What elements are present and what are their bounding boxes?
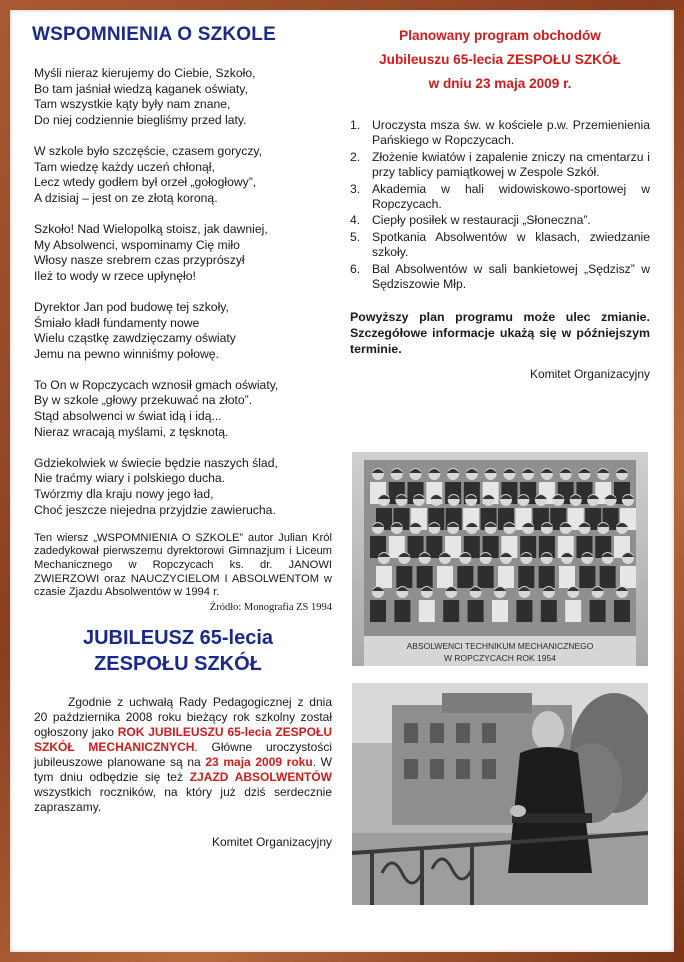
poem [34,66,334,518]
program-item-text: Spotkania Absolwentów w klasach, zwiedzanie szkoły. [372,229,650,260]
poem-line: Śmiało kładł fundamenty nowe [34,315,200,330]
poem-line: By w szkole „głowy przekuwać na złoto”. [34,393,253,408]
jubilee-highlight-date: 23 maja 2009 roku [205,754,313,769]
class-photo-1954 [352,452,648,666]
poem-line: A dzisiaj – jest on ze złotą koroną. [34,190,218,205]
program-heading-line-3: w dniu 23 maja 2009 r. [428,76,572,91]
poem-title: WSPOMNIENIA O SZKOLE [32,24,276,45]
jubilee-title-line-1: JUBILEUSZ 65-lecia [82,626,274,649]
poem-line: To On w Ropczycach wznosił gmach oświaty, [34,377,279,392]
source-citation: Źródło: Monografia ZS 1994 [209,601,332,613]
jubilee-highlight-year: ROK JUBILEUSZU 65-lecia ZESPOŁU SZKÓŁ MECHANICZNYCH [34,724,333,754]
program-heading-line-2: Jubileuszu 65-lecia ZESPOŁU SZKÓŁ [379,52,621,67]
photo-caption-line-2: W ROPCZYCACH ROK 1954 [444,653,556,663]
program-item [350,150,650,181]
class-photo-image [352,452,648,666]
poem-line: Wielu cząstkę zawdzięczamy oświaty [34,331,236,346]
poem-line: Jemu na pewno winniśmy połowę. [34,346,219,361]
poem-dedication-note: Ten wiersz „WSPOMNIENIA O SZKOLE” autor Julian Król zadedykował pierwszemu dyrektorowi Gimnazjum i Liceum Mechanicznego w Ropczycach ks. dr. JANOWI ZWIERZOWI oraz NAUCZYCIELOM I ABSOLWENTOM w czasie Zjazdu Absolwentów w 1994 r. [34,531,332,599]
poem-line: Szkoło! Nad Wielopolką stoisz, jak dawniej, [34,221,268,236]
poem-line: Tam wszystkie kąty były nam znane, [34,97,231,112]
program-item-number: 6. [350,261,361,276]
poem-line: Twórzmy dla kraju nowy jego ład, [34,487,214,502]
poem-stanza [34,378,334,440]
program-item [350,213,650,228]
jubilee-text-part: wszystkich roczników, na który już dziś serdecznie zapraszamy. [34,784,332,814]
poem-stanza [34,456,334,518]
photo-caption-line-1: ABSOLWENCI TECHNIKUM MECHANICZNEGO [406,641,594,651]
left-signature: Komitet Organizacyjny [211,834,332,849]
program-item-number: 4. [350,213,361,228]
poem-line: Myśli nieraz kierujemy do Ciebie, Szkoło, [34,66,256,80]
poem-line: Nie traćmy wiary i polskiego ducha. [34,471,226,486]
program-item-text: Uroczysta msza św. w kościele p.w. Przemienienia Pańskiego w Ropczycach. [372,118,650,148]
poem-line: My Absolwenci, wspominamy Cię miło [34,237,240,252]
program-heading [350,24,650,96]
poem-line: Bo tam jaśniał wiedzą kaganek oświaty, [34,81,248,96]
program-item-number: 1. [350,118,361,132]
program-heading-line-1: Planowany program obchodów [399,28,601,43]
right-column [350,24,650,381]
jubilee-title-line-2: ZESPOŁU SZKÓŁ [94,652,262,675]
poem-line: Włosy nasze srebrem czas przyprószył [34,253,245,268]
jubilee-title [22,625,334,677]
program-item-text: Ciepły posiłek w restauracji „Słoneczna”. [372,213,591,228]
poem-stanza [34,66,334,128]
poem-line: Do niej codziennie biegliśmy przed laty. [34,112,247,127]
program-item [350,230,650,261]
program-list [350,118,650,292]
jubilee-text-part: . W tym dniu odbędzie się też [34,754,332,784]
program-item-text: Bal Absolwentów w sali bankietowej „Sędzisz” w Sędziszowie Młp. [372,261,650,292]
program-item [350,118,650,149]
jubilee-highlight-reunion: ZJAZD ABSOLWENTÓW [189,769,332,784]
program-item-text: Akademia w hali widowiskowo-sportowej w Ropczycach. [372,181,650,212]
poem-line: Choć jeszcze niejedna przyjdzie zawierucha. [34,502,276,517]
poem-stanza [34,300,334,362]
jubilee-text-part: Zgodnie z uchwałą Rady Pedagogicznej z dnia 20 października 2008 roku bieżący rok szkolny został ogłoszony jako [34,694,332,739]
poem-line: W szkole było szczęście, czasem goryczy, [34,143,263,158]
poem-line: Lecz wtedy godłem był orzeł „gołogłowy”, [34,175,257,190]
poem-line: Nieraz wracają myślami, z tęsknotą. [34,424,229,439]
poem-line: Dyrektor Jan pod budowę tej szkoły, [34,299,229,314]
left-column [22,24,334,849]
poem-line: Gdziekolwiek w świecie będzie naszych ślad, [34,455,278,470]
poem-stanza [34,144,334,206]
priest-building-photo [352,683,648,905]
program-item-number: 5. [350,229,361,244]
jubilee-text-part: . Główne uroczystości jubileuszowe planowane są na [34,739,332,769]
poem-line: Stąd absolwenci w świat idą i idą... [34,409,222,424]
program-item [350,262,650,293]
program-item-text: Złożenie kwiatów i zapalenie zniczy na cmentarzu i przy tablicy pamiątkowej w Zespole Szkół. [372,149,650,180]
jubilee-text [34,695,332,815]
program-item-number: 3. [350,181,361,196]
poem-line: Tam wiedzę każdy uczeń chłonął, [34,159,215,174]
poem-line: Ileż to wody w rzece upłynęło! [34,268,196,283]
priest-photo-image [352,683,648,905]
program-item-number: 2. [350,149,361,164]
program-notice: Powyższy plan programu może ulec zmianie. Szczegółowe informacje ukażą się w późniejszym terminie. [350,310,650,356]
poem-stanza [34,222,334,284]
right-signature: Komitet Organizacyjny [529,367,650,382]
program-item [350,182,650,213]
